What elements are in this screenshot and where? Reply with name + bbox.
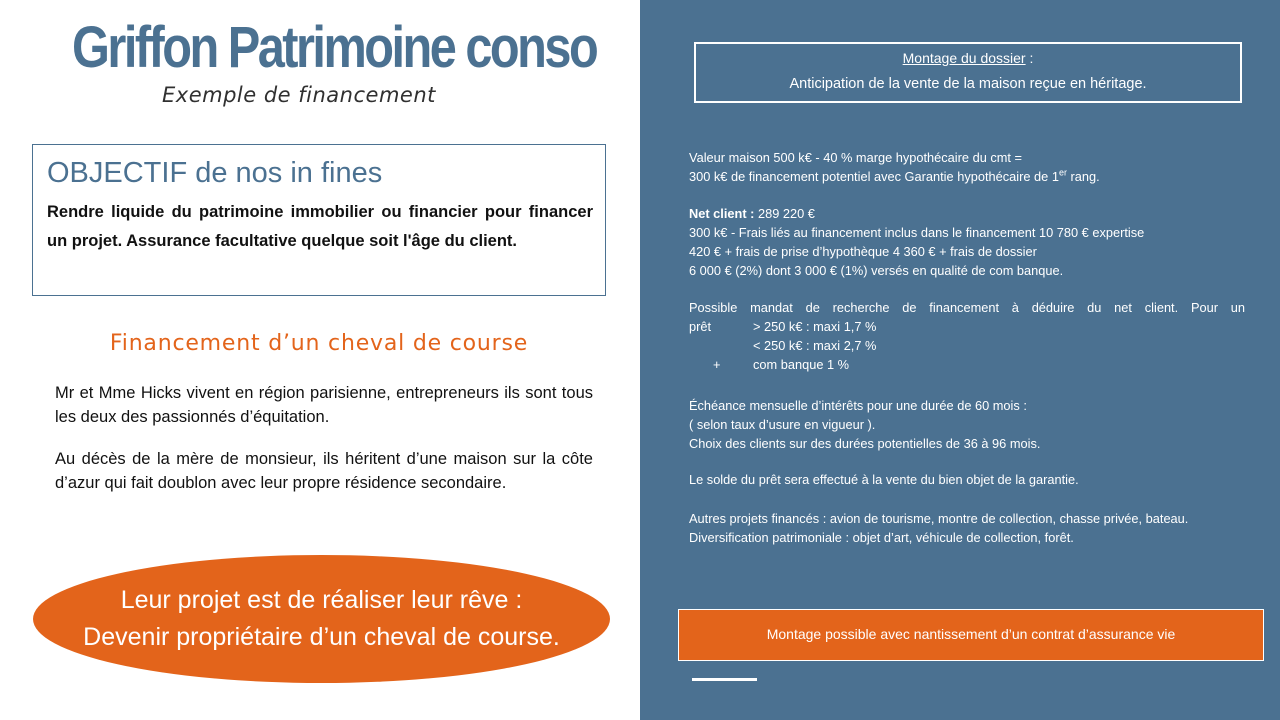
mandat-rate — [689, 317, 1245, 336]
mandat-rate-1: > 250 k€ : maxi 1,7 % — [753, 319, 877, 334]
mandat-block — [689, 298, 1245, 374]
mandat-rate-3: com banque 1 % — [753, 357, 850, 372]
project-line-1: Leur projet est de réaliser leur rêve : — [120, 586, 523, 614]
objectif-box — [32, 144, 606, 296]
montage-heading — [696, 49, 1240, 68]
accent-line — [692, 678, 757, 681]
echeance-line: Choix des clients sur des durées potentielles de 36 à 96 mois. — [689, 436, 1041, 451]
mandat-plus: + — [713, 357, 721, 372]
mandat-rate-2: < 250 k€ : maxi 2,7 % — [753, 338, 877, 353]
nantissement-banner: Montage possible avec nantissement d’un contrat d’assurance vie — [678, 609, 1264, 661]
montage-label: Montage du dossier — [902, 50, 1026, 66]
mandat-rate — [689, 336, 1245, 355]
frais-line: 420 € + frais de prise d’hypothèque 4 360 € + frais de dossier — [689, 244, 1037, 259]
project-line-2: Devenir propriétaire d’un cheval de course. — [83, 623, 560, 651]
valeur-line: Valeur maison 500 k€ - 40 % marge hypothécaire du cmt = — [689, 150, 1023, 165]
montage-colon: : — [1025, 50, 1034, 66]
autres-line: Autres projets financés : avion de tourisme, montre de collection, chasse privée, bateau. — [689, 511, 1189, 526]
montage-text: Anticipation de la vente de la maison reçue en héritage. — [789, 76, 1147, 92]
mandat-rate — [689, 355, 1245, 374]
section-heading: Financement d’un cheval de course — [109, 331, 529, 356]
story-paragraph: Mr et Mme Hicks vivent en région parisienne, entrepreneurs ils sont tous les deux des passionnés d’équitation. — [55, 384, 593, 426]
mandat-pret: prêt — [689, 319, 712, 334]
montage-box — [694, 42, 1242, 103]
story-paragraph: Au décès de la mère de monsieur, ils héritent d’une maison sur la côte d’azur qui fait doublon avec leur propre résidence secondaire. — [55, 450, 593, 492]
net-client-line — [689, 204, 1245, 223]
rank-superscript: er — [1058, 167, 1067, 178]
frais-line: 300 k€ - Frais liés au financement inclus dans le financement 10 780 € expertise — [689, 225, 1145, 240]
echeance-line: Échéance mensuelle d’intérêts pour une durée de 60 mois : — [689, 398, 1027, 413]
valeur-text: 300 k€ de financement potentiel avec Garantie hypothécaire de 1 — [689, 169, 1059, 184]
autres-block — [689, 509, 1245, 547]
objectif-text: Rendre liquide du patrimoine immobilier ou financier pour financer un projet. Assurance facultative quelque soit l'âge du client. — [47, 203, 593, 250]
net-client-block — [689, 204, 1245, 280]
objectif-title: OBJECTIF de nos in fines — [47, 157, 383, 189]
valeur-line — [689, 167, 1245, 186]
echeance-line: ( selon taux d’usure en vigueur ). — [689, 417, 876, 432]
mandat-text: Possible mandat de recherche de financement à déduire du net client. Pour un — [689, 300, 1245, 315]
echeance-block — [689, 396, 1245, 453]
page-title: Griffon Patrimoine conso — [72, 15, 597, 80]
solde-line: Le solde du prêt sera effectué à la vente du bien objet de la garantie. — [689, 472, 1079, 487]
diversification-line: Diversification patrimoniale : objet d’art, véhicule de collection, forêt. — [689, 530, 1074, 545]
net-client-value: 289 220 € — [754, 206, 815, 221]
frais-line: 6 000 € (2%) dont 3 000 € (1%) versés en qualité de com banque. — [689, 263, 1064, 278]
project-callout — [33, 555, 610, 683]
net-client-label: Net client : — [689, 206, 755, 221]
solde-block — [689, 470, 1245, 489]
valeur-block — [689, 148, 1245, 186]
valeur-text: rang. — [1066, 169, 1100, 184]
page-subtitle: Exemple de financement — [162, 83, 436, 107]
